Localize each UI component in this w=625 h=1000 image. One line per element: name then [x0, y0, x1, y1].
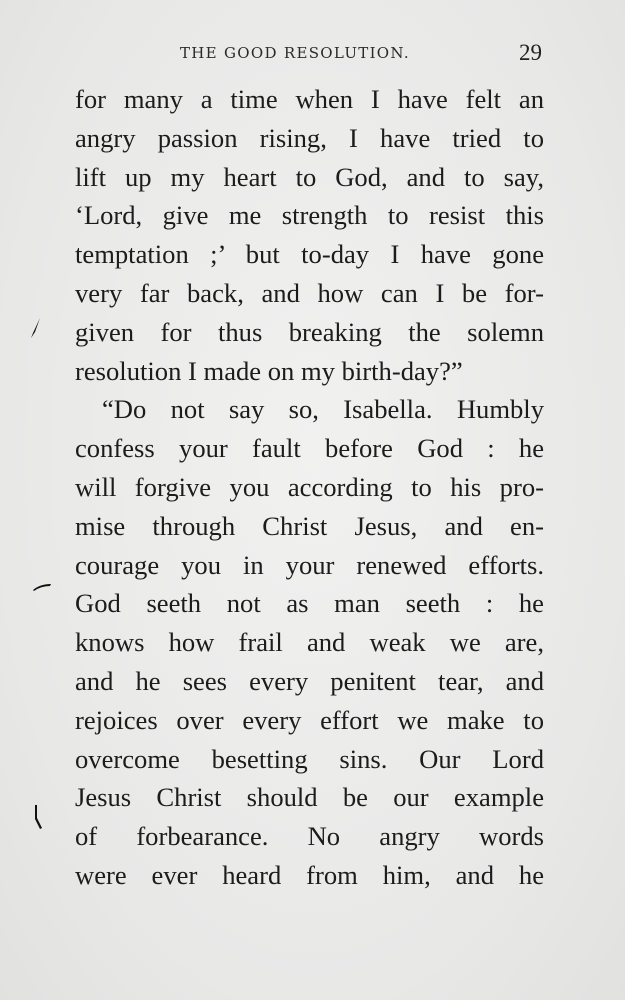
- text-line: temptation ;’ but to-day I have gone: [75, 239, 544, 270]
- margin-pencil-mark: [30, 317, 42, 339]
- text-line: mise through Christ Jesus, and en-: [75, 510, 544, 541]
- running-head: THE GOOD RESOLUTION.: [180, 44, 410, 62]
- text-line: resolution I made on my birth-day?”: [75, 355, 463, 386]
- text-line: lift up my heart to God, and to say,: [75, 161, 544, 192]
- text-line: of forbearance. No angry words: [75, 821, 544, 852]
- page-header: [180, 40, 542, 70]
- text-line: Jesus Christ should be our example: [75, 782, 544, 813]
- body-text: [75, 80, 544, 895]
- text-line: very far back, and how can I be for-: [75, 277, 544, 308]
- text-line: were ever heard from him, and he: [75, 859, 544, 890]
- text-line: ‘Lord, give me strength to resist this: [75, 200, 544, 231]
- text-line: rejoices over every effort we make to: [75, 704, 544, 735]
- text-line: “Do not say so, Isabella. Humbly: [102, 394, 544, 425]
- text-line: angry passion rising, I have tried to: [75, 122, 544, 153]
- margin-pencil-mark: [33, 804, 43, 830]
- page-number: 29: [519, 40, 542, 65]
- text-line: will forgive you according to his pro-: [75, 471, 544, 502]
- text-line: and he sees every penitent tear, and: [75, 665, 544, 696]
- text-line: for many a time when I have felt an: [75, 84, 544, 114]
- text-line: God seeth not as man seeth : he: [75, 588, 544, 619]
- text-line: knows how frail and weak we are,: [75, 627, 544, 658]
- text-line: given for thus breaking the solemn: [75, 316, 544, 347]
- text-line: overcome besetting sins. Our Lord: [75, 743, 544, 774]
- margin-pencil-mark: [32, 582, 52, 592]
- text-line: courage you in your renewed efforts.: [75, 549, 544, 580]
- text-line: confess your fault before God : he: [75, 433, 544, 464]
